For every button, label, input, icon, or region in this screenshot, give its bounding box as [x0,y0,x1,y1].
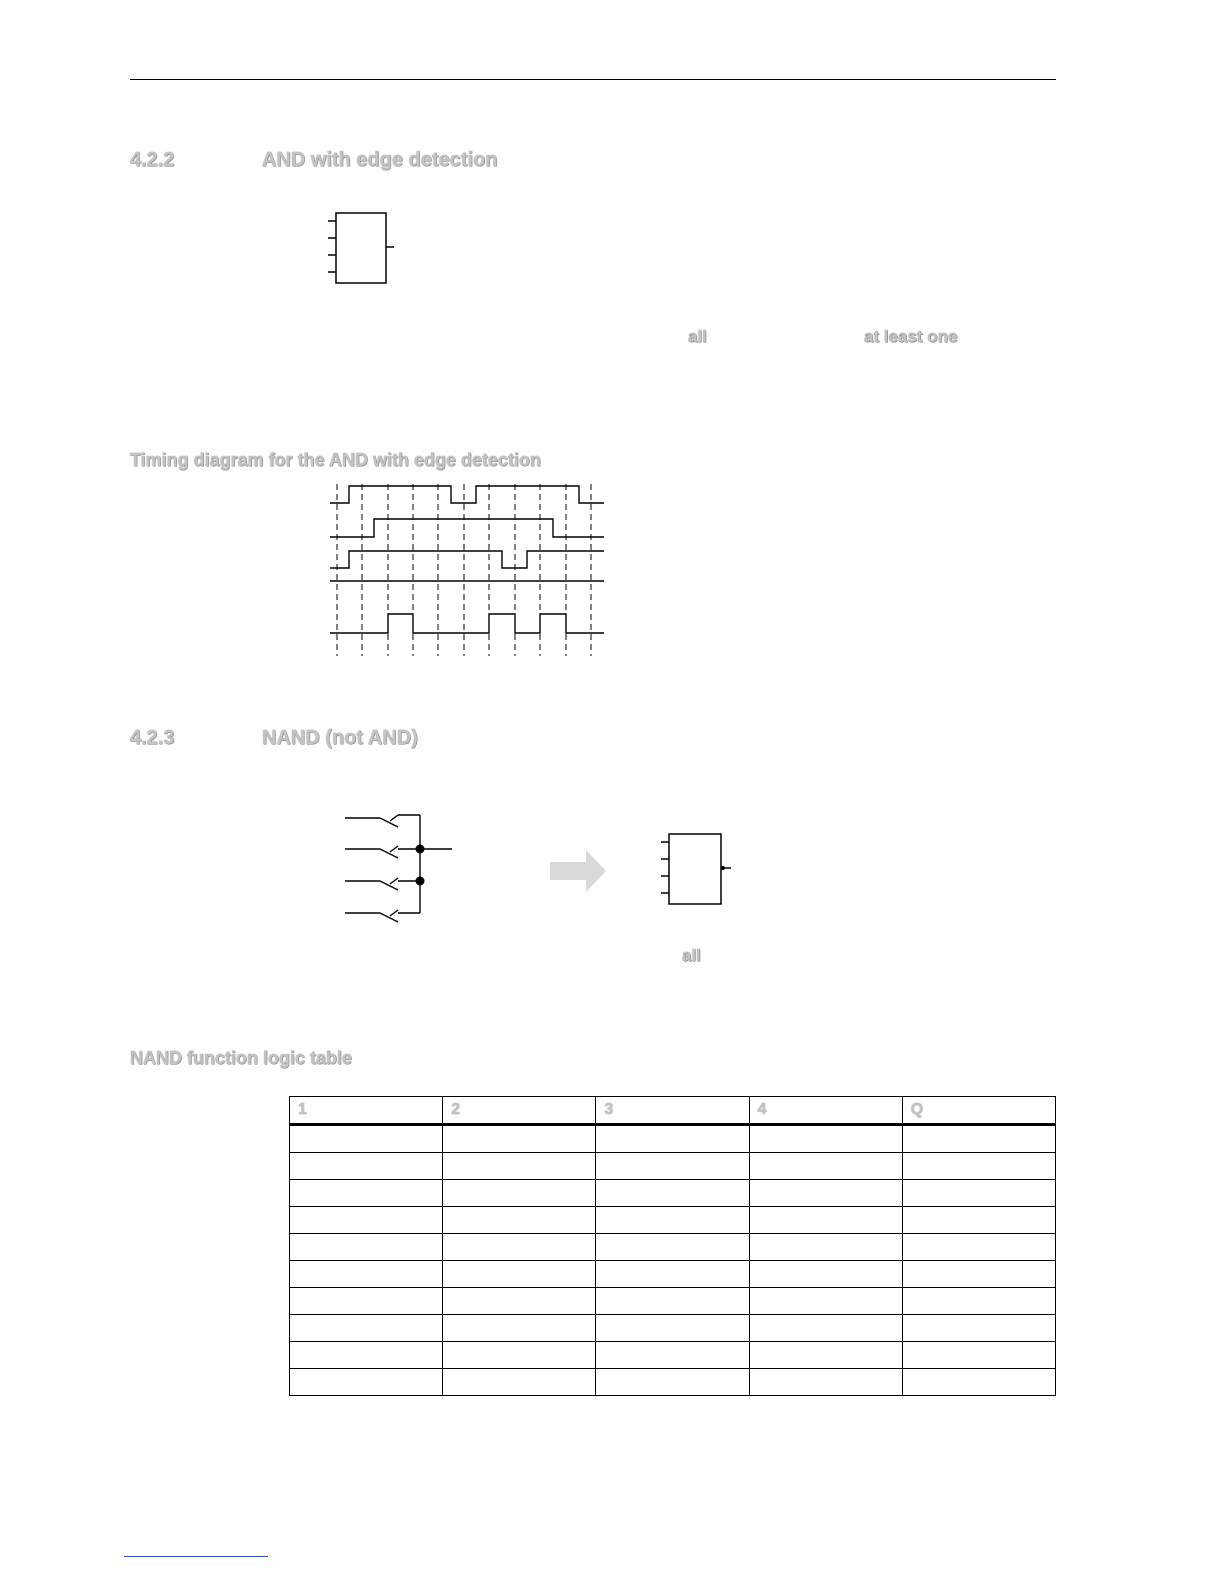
timing-diagram [328,482,608,658]
table-cell [902,1207,1055,1234]
junction-dot [416,877,425,886]
table-row [290,1342,1056,1369]
table-row [290,1180,1056,1207]
table-row [290,1207,1056,1234]
table-row [290,1288,1056,1315]
table-cell [596,1261,749,1288]
table-cell [443,1315,596,1342]
table-cell [749,1342,902,1369]
timing-diagram-caption: Timing diagram for the AND with edge detection [130,450,542,470]
table-cell [290,1261,443,1288]
footer-link-underline [124,1556,268,1557]
column-header-q: Q [902,1097,1055,1125]
table-cell [596,1369,749,1396]
column-header-2: 2 [443,1097,596,1125]
table-cell [290,1180,443,1207]
table-cell [902,1261,1055,1288]
table-cell [749,1207,902,1234]
table-row [290,1369,1056,1396]
table-cell [902,1125,1055,1153]
table-cell [749,1315,902,1342]
table-row [290,1153,1056,1180]
table-cell [290,1153,443,1180]
table-cell [902,1234,1055,1261]
table-cell [596,1153,749,1180]
column-header-4: 4 [749,1097,902,1125]
table-cell [443,1125,596,1153]
table-cell [902,1288,1055,1315]
table-row [290,1125,1056,1153]
table-cell [902,1369,1055,1396]
table-cell [290,1342,443,1369]
table-cell [596,1234,749,1261]
table-cell [749,1369,902,1396]
table-cell [290,1369,443,1396]
table-cell [290,1288,443,1315]
emphasis-all-422: all [688,327,707,346]
header-rule [130,79,1056,80]
nand-block-symbol [660,832,734,906]
table-cell [596,1288,749,1315]
table-cell [443,1234,596,1261]
and-edge-block-symbol [325,212,395,286]
column-header-3: 3 [596,1097,749,1125]
table-header-row [290,1097,1056,1125]
table-cell [443,1342,596,1369]
section-number-422: 4.2.2 [130,149,175,171]
section-title-423: NAND (not AND) [262,727,418,749]
table-cell [902,1315,1055,1342]
table-cell [749,1234,902,1261]
table-cell [902,1342,1055,1369]
table-cell [596,1180,749,1207]
section-number-423: 4.2.3 [130,727,175,749]
table-cell [443,1261,596,1288]
table-row [290,1261,1056,1288]
table-cell [749,1125,902,1153]
table-cell [596,1342,749,1369]
table-cell [596,1125,749,1153]
table-cell [749,1261,902,1288]
nand-logic-table [289,1096,1056,1396]
emphasis-at-least-one: at least one [864,327,958,346]
table-cell [443,1180,596,1207]
table-cell [596,1207,749,1234]
table-cell [290,1207,443,1234]
junction-dot [416,845,425,854]
table-cell [443,1288,596,1315]
table-cell [290,1315,443,1342]
table-cell [902,1180,1055,1207]
table-cell [443,1207,596,1234]
table-cell [443,1153,596,1180]
table-row [290,1234,1056,1261]
arrow-icon [550,850,608,892]
table-cell [749,1153,902,1180]
table-cell [902,1153,1055,1180]
table-cell [443,1369,596,1396]
table-cell [749,1288,902,1315]
logic-table-caption: NAND function logic table [130,1048,352,1068]
table-cell [749,1180,902,1207]
emphasis-all-423: all [682,946,701,965]
table-cell [596,1315,749,1342]
column-header-1: 1 [290,1097,443,1125]
table-cell [290,1234,443,1261]
table-cell [290,1125,443,1153]
table-row [290,1315,1056,1342]
contact-circuit-diagram [340,812,460,928]
section-title-422: AND with edge detection [262,149,498,171]
